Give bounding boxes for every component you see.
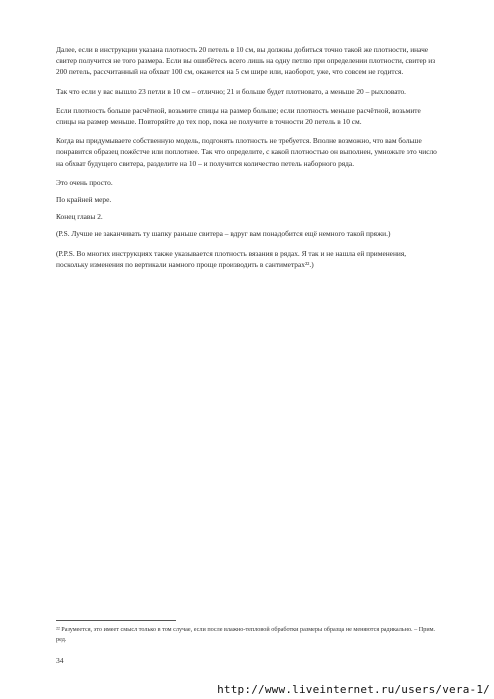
paragraph-pps: (P.P.S. Во многих инструкциях также указывается плотность вязания в рядах. Я так и не нашла ей применения, поскольку изменения по вертикали намного проще производить в сантиметрах²².) xyxy=(56,248,407,269)
footnote-divider xyxy=(56,620,176,621)
page-number: 34 xyxy=(56,656,64,665)
footnote-text: ²² Разумеется, это имеет смысл только в том случае, если после влажно-тепловой обработки размеры образца не меняются радикально. – Прим. ред. xyxy=(56,626,436,643)
paragraph-chapter-end: Конец главы 2. xyxy=(56,212,103,222)
paragraph-gauge-intro: Далее, если в инструкции указана плотность 20 петель в 10 см, вы должны добиться точно такой же плотности, иначе свитер получится не того размера. Если вы ошибётесь всего лишь на одну петлю при определении плотности, свитер из 200 петель, рассчитанный на обхват 100 см, окажется на 5 см шире или, наоборот, уже, что совсем не годится. xyxy=(56,45,436,77)
paragraph-ps: (P.S. Лучше не заканчивать ту шапку раньше свитера – вдруг вам понадобится ещё немного такой пряжи.) xyxy=(56,229,391,239)
main-text xyxy=(56,44,438,278)
paragraph-gauge-result: Так что если у вас вышло 23 петли в 10 см – отлично; 21 и больше будет плотновато, а меньше 20 – рыхловато. xyxy=(56,86,407,96)
watermark-url: http://www.liveinternet.ru/users/vera-1/ xyxy=(217,683,490,696)
paragraph-own-design: Когда вы придумываете собственную модель, подгонять плотность не требуется. Вполне возможно, что вам больше понравится образец пожёстче или поплотнее. Так что определите, с какой плотностью он выполнен, умножьте это число на обхват будущего свитера, разделите на 10 – и получится количество петель наборного ряда. xyxy=(56,136,437,168)
paragraph-simple: Это очень просто. xyxy=(56,177,113,187)
paragraph-needle-adjust: Если плотность больше расчётной, возьмите спицы на размер больше; если плотность меньше расчётной, возьмите спицы на размер меньше. Повторяйте до тех пор, пока не получите в точности 20 петель в 10 см. xyxy=(56,105,421,127)
paragraph-at-least: По крайней мере. xyxy=(56,195,112,205)
footnote xyxy=(56,625,438,644)
